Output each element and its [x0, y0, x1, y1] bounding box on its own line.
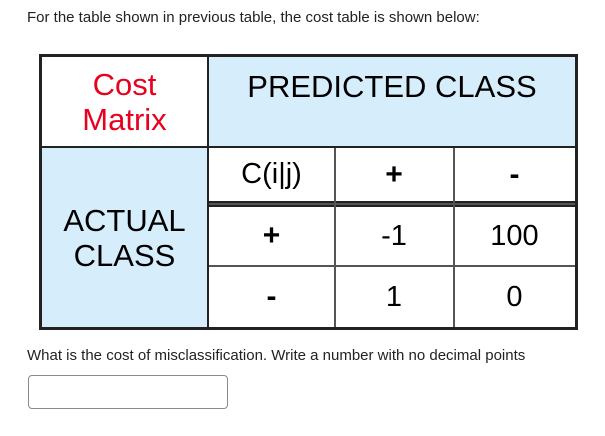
table-row [209, 267, 575, 327]
row-divider [209, 265, 575, 267]
column-divider [453, 148, 455, 327]
corner-line-1: Cost [92, 66, 157, 102]
cell-plus-plus: -1 [381, 219, 407, 252]
cost-matrix-figure [39, 54, 578, 330]
row-label-minus: - [266, 280, 277, 313]
predicted-class-header [209, 57, 575, 146]
table-row [209, 207, 575, 265]
answer-input[interactable] [28, 375, 228, 409]
column-header-row [209, 148, 575, 201]
actual-line-1: ACTUAL [63, 202, 186, 238]
cell-plus-minus: 100 [490, 219, 539, 252]
column-divider [334, 148, 336, 327]
row-divider [209, 203, 575, 205]
cost-matrix-title [42, 57, 207, 146]
actual-class-header [42, 148, 207, 327]
cell-minus-plus: 1 [385, 280, 403, 313]
actual-line-2: CLASS [73, 237, 176, 273]
column-header-minus: - [509, 157, 520, 191]
predicted-class-label: PREDICTED CLASS [247, 69, 537, 104]
row-label-plus: + [262, 219, 281, 252]
question-prompt: What is the cost of misclassification. Write a number with no decimal points [27, 347, 526, 364]
question-intro: For the table shown in previous table, the cost table is shown below: [27, 9, 480, 26]
cell-minus-minus: 0 [506, 280, 523, 313]
column-header-plus: + [385, 157, 403, 191]
cij-label: C(i|j) [241, 158, 302, 190]
corner-line-2: Matrix [82, 101, 167, 137]
